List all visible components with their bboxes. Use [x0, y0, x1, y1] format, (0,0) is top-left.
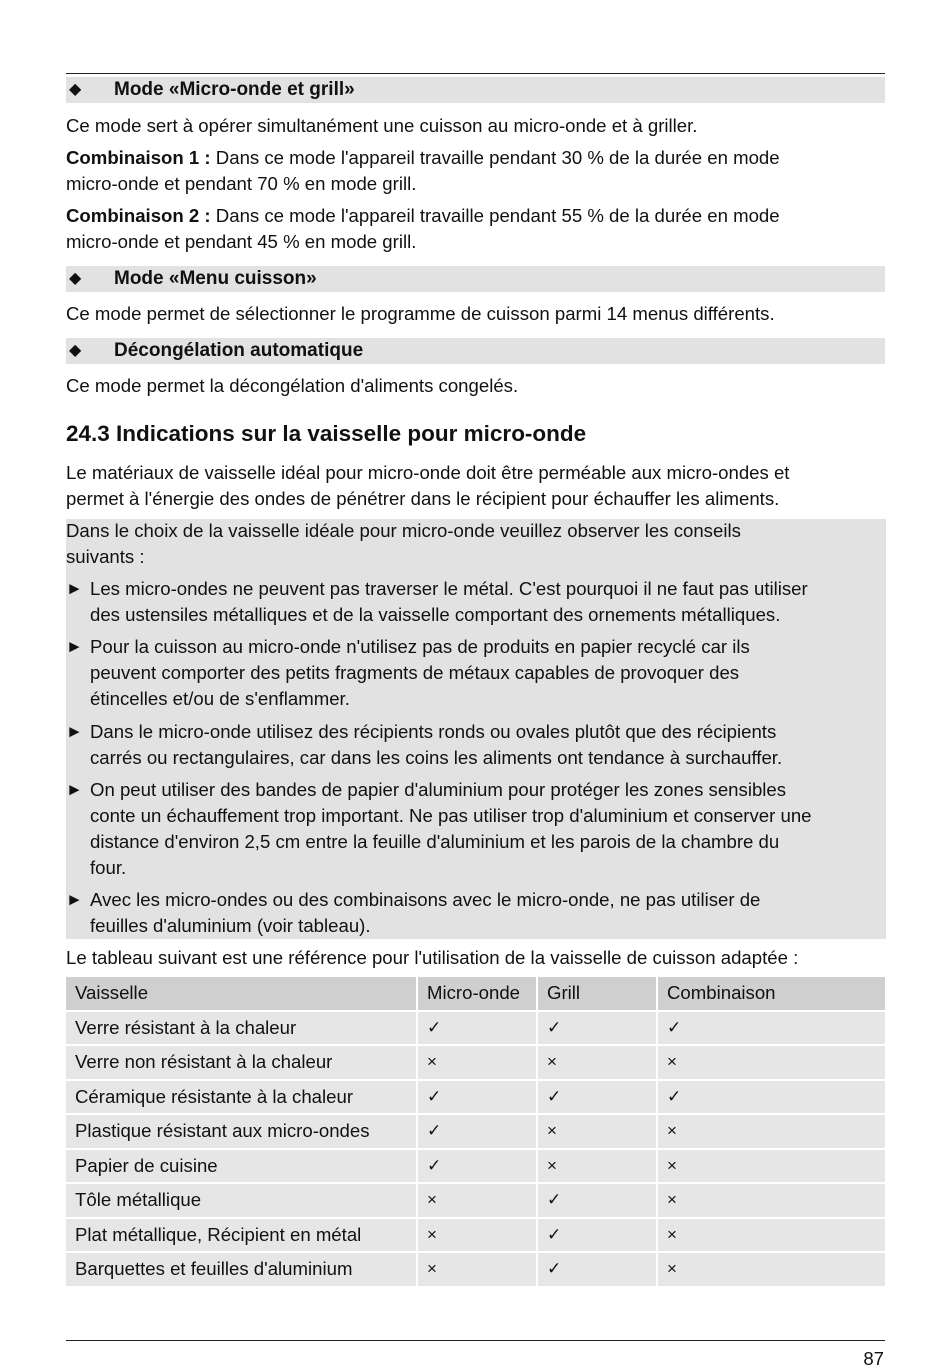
table-row [66, 1115, 885, 1150]
bullet-line: Les micro-ondes ne peuvent pas traverser le métal. C'est pourquoi il ne faut pas utiliser [90, 578, 808, 599]
bullet-line: carrés ou rectangulaires, car dans les coins les aliments ont tendance à surchauffer. [90, 747, 783, 768]
table-row [66, 1253, 885, 1288]
item-cell: Verre non résistant à la chaleur [66, 1046, 418, 1081]
item-cell: Barquettes et feuilles d'aluminium [66, 1253, 418, 1288]
arrow-bullet-icon: ► [66, 722, 83, 741]
combination-2-label: Combinaison 2 : [66, 205, 211, 226]
bullet-line: feuilles d'aluminium (voir tableau). [90, 915, 371, 936]
grill-mark: ✓ [538, 1219, 658, 1254]
diamond-bullet-icon: ◆ [69, 342, 82, 359]
table-row [66, 1081, 885, 1116]
combinaison-mark: × [658, 1046, 885, 1081]
advice-line-2: suivants : [66, 546, 145, 567]
mode-heading-micro-onde-grill [66, 77, 885, 103]
bullet-line: peuvent comporter des petits fragments de métaux capables de provoquer des [90, 662, 740, 683]
combination-2-line2: micro-onde et pendant 45 % en mode grill. [66, 231, 417, 252]
grill-mark: × [538, 1115, 658, 1150]
arrow-bullet-icon: ► [66, 637, 83, 656]
combinaison-mark: × [658, 1219, 885, 1254]
advice-bullet-4 [66, 777, 885, 881]
advice-line-1: Dans le choix de la vaisselle idéale pour micro-onde veuillez observer les conseils [66, 520, 741, 541]
item-cell: Tôle métallique [66, 1184, 418, 1219]
diamond-bullet-icon: ◆ [69, 81, 82, 98]
micro-onde-mark: ✓ [418, 1150, 538, 1185]
mode-heading-menu-cuisson [66, 266, 885, 292]
combination-1-line2: micro-onde et pendant 70 % en mode grill. [66, 173, 417, 194]
bullet-line: Dans le micro-onde utilisez des récipients ronds ou ovales plutôt que des récipients [90, 721, 777, 742]
table-row [66, 1046, 885, 1081]
combinaison-mark: ✓ [658, 1012, 885, 1047]
micro-onde-mark: ✓ [418, 1012, 538, 1047]
item-cell: Verre résistant à la chaleur [66, 1012, 418, 1047]
bullet-line: distance d'environ 2,5 cm entre la feuille d'aluminium et les parois de la chambre du [90, 831, 780, 852]
combination-1-paragraph [66, 145, 885, 197]
combination-1-label: Combinaison 1 : [66, 147, 211, 168]
header-vaisselle: Vaisselle [66, 977, 418, 1012]
advice-bullet-2 [66, 634, 885, 712]
item-cell: Plat métallique, Récipient en métal [66, 1219, 418, 1254]
mode2-description: Ce mode permet de sélectionner le programme de cuisson parmi 14 menus différents. [66, 303, 775, 324]
header-grill: Grill [538, 977, 658, 1012]
micro-onde-mark: ✓ [418, 1081, 538, 1116]
bullet-line: On peut utiliser des bandes de papier d'aluminium pour protéger les zones sensibles [90, 779, 787, 800]
arrow-bullet-icon: ► [66, 579, 83, 598]
item-cell: Papier de cuisine [66, 1150, 418, 1185]
table-row [66, 1150, 885, 1185]
table-row [66, 1219, 885, 1254]
table-intro: Le tableau suivant est une référence pour l'utilisation de la vaisselle de cuisson adaptée : [66, 947, 799, 968]
mode1-description: Ce mode sert à opérer simultanément une cuisson au micro-onde et à griller. [66, 115, 698, 136]
bottom-rule [66, 1340, 885, 1341]
table-row [66, 1012, 885, 1047]
micro-onde-mark: × [418, 1184, 538, 1219]
arrow-bullet-icon: ► [66, 890, 83, 909]
bullet-line: Pour la cuisson au micro-onde n'utilisez pas de produits en papier recyclé car ils [90, 636, 750, 657]
table-row [66, 1184, 885, 1219]
cookware-table [66, 977, 885, 1288]
header-combinaison: Combinaison [658, 977, 885, 1012]
grill-mark: ✓ [538, 1253, 658, 1288]
grill-mark: ✓ [538, 1081, 658, 1116]
micro-onde-mark: × [418, 1219, 538, 1254]
grill-mark: × [538, 1150, 658, 1185]
bullet-line: four. [90, 857, 127, 878]
advice-bullet-5 [66, 887, 885, 939]
combinaison-mark: ✓ [658, 1081, 885, 1116]
mode-title: Mode «Menu cuisson» [114, 268, 317, 289]
grill-mark: × [538, 1046, 658, 1081]
advice-intro [66, 518, 885, 570]
combination-2-paragraph [66, 203, 885, 255]
combinaison-mark: × [658, 1115, 885, 1150]
combinaison-mark: × [658, 1150, 885, 1185]
micro-onde-mark: × [418, 1046, 538, 1081]
intro-line-1: Le matériaux de vaisselle idéal pour micro-onde doit être perméable aux micro-ondes et [66, 462, 790, 483]
bullet-line: des ustensiles métalliques et de la vaisselle comportant des ornements métalliques. [90, 604, 781, 625]
combination-2-line1: Dans ce mode l'appareil travaille pendant 55 % de la durée en mode [210, 205, 780, 226]
combinaison-mark: × [658, 1253, 885, 1288]
bullet-line: conte un échauffement trop important. Ne pas utiliser trop d'aluminium et conserver une [90, 805, 812, 826]
item-cell: Céramique résistante à la chaleur [66, 1081, 418, 1116]
micro-onde-mark: × [418, 1253, 538, 1288]
bullet-line: Avec les micro-ondes ou des combinaisons avec le micro-onde, ne pas utiliser de [90, 889, 761, 910]
mode-title: Décongélation automatique [114, 340, 364, 361]
combinaison-mark: × [658, 1184, 885, 1219]
top-rule [66, 73, 885, 74]
header-micro-onde: Micro-onde [418, 977, 538, 1012]
combination-1-line1: Dans ce mode l'appareil travaille pendant 30 % de la durée en mode [210, 147, 780, 168]
diamond-bullet-icon: ◆ [69, 270, 82, 287]
grill-mark: ✓ [538, 1184, 658, 1219]
bullet-line: étincelles et/ou de s'enflammer. [90, 688, 350, 709]
advice-bullet-1 [66, 576, 885, 628]
mode-title: Mode «Micro-onde et grill» [114, 79, 355, 100]
section-intro [66, 460, 885, 512]
grill-mark: ✓ [538, 1012, 658, 1047]
micro-onde-mark: ✓ [418, 1115, 538, 1150]
mode-heading-decongelation [66, 338, 885, 364]
arrow-bullet-icon: ► [66, 780, 83, 799]
page-number: 87 [863, 1348, 884, 1369]
advice-bullet-3 [66, 719, 885, 771]
table-header-row [66, 977, 885, 1012]
item-cell: Plastique résistant aux micro-ondes [66, 1115, 418, 1150]
intro-line-2: permet à l'énergie des ondes de pénétrer dans le récipient pour échauffer les aliments. [66, 488, 780, 509]
mode3-description: Ce mode permet la décongélation d'aliments congelés. [66, 375, 519, 396]
section-title: 24.3 Indications sur la vaisselle pour micro-onde [66, 421, 587, 446]
